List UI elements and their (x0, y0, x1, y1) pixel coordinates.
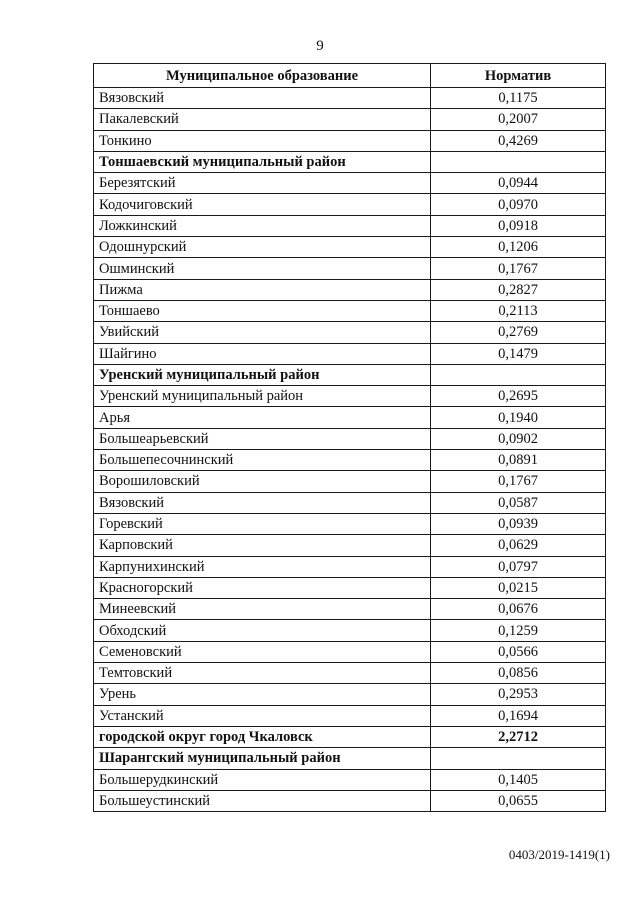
norm-value-cell: 0,2953 (431, 684, 606, 705)
table-row (94, 407, 606, 428)
municipality-name-cell: Большеарьевский (94, 428, 431, 449)
norm-value-cell: 0,1479 (431, 343, 606, 364)
municipality-name-cell: Березятский (94, 173, 431, 194)
norm-value-cell: 0,0797 (431, 556, 606, 577)
municipality-name-cell: городской округ город Чкаловск (94, 726, 431, 747)
municipality-name-cell: Ворошиловский (94, 471, 431, 492)
table-row (94, 343, 606, 364)
table-row (94, 641, 606, 662)
table-row-district (94, 364, 606, 385)
norms-table (93, 63, 606, 812)
norm-value-cell (431, 151, 606, 172)
municipality-name-cell: Тоншаево (94, 300, 431, 321)
table-row (94, 130, 606, 151)
municipality-name-cell: Устанский (94, 705, 431, 726)
municipality-name-cell: Темтовский (94, 663, 431, 684)
table-row (94, 790, 606, 811)
municipality-name-cell: Семеновский (94, 641, 431, 662)
municipality-name-cell: Урень (94, 684, 431, 705)
municipality-name-cell: Красногорский (94, 577, 431, 598)
norm-value-cell: 0,1767 (431, 471, 606, 492)
table-row (94, 471, 606, 492)
municipality-name-cell: Вязовский (94, 492, 431, 513)
norm-value-cell: 0,0566 (431, 641, 606, 662)
norm-value-cell (431, 748, 606, 769)
table-row (94, 450, 606, 471)
table-row (94, 684, 606, 705)
table-row (94, 279, 606, 300)
municipality-name-cell: Уренский муниципальный район (94, 364, 431, 385)
norm-value-cell: 0,1259 (431, 620, 606, 641)
norm-value-cell: 0,0891 (431, 450, 606, 471)
table-row (94, 705, 606, 726)
table-row (94, 194, 606, 215)
norm-value-cell: 0,0902 (431, 428, 606, 449)
norm-value-cell: 0,0939 (431, 513, 606, 534)
norm-value-cell: 0,0944 (431, 173, 606, 194)
municipality-name-cell: Ошминский (94, 258, 431, 279)
municipality-name-cell: Шарангский муниципальный район (94, 748, 431, 769)
norm-value-cell: 0,1175 (431, 88, 606, 109)
norm-value-cell: 0,0856 (431, 663, 606, 684)
municipality-name-cell: Тонкино (94, 130, 431, 151)
column-header-municipality: Муниципальное образование (94, 64, 431, 88)
norm-value-cell: 0,0676 (431, 599, 606, 620)
table-row-district (94, 151, 606, 172)
table-row (94, 577, 606, 598)
municipality-name-cell: Пакалевский (94, 109, 431, 130)
table-row-district (94, 726, 606, 747)
norm-value-cell: 0,0655 (431, 790, 606, 811)
page-number: 9 (316, 38, 324, 54)
norm-value-cell: 0,1694 (431, 705, 606, 726)
norm-value-cell: 0,4269 (431, 130, 606, 151)
table-row (94, 215, 606, 236)
municipality-name-cell: Тоншаевский муниципальный район (94, 151, 431, 172)
norm-value-cell: 0,0918 (431, 215, 606, 236)
norm-value-cell: 0,0215 (431, 577, 606, 598)
table-row (94, 599, 606, 620)
municipality-name-cell: Увийский (94, 322, 431, 343)
table-row (94, 663, 606, 684)
municipality-name-cell: Карповский (94, 535, 431, 556)
norm-value-cell: 0,1405 (431, 769, 606, 790)
municipality-name-cell: Уренский муниципальный район (94, 386, 431, 407)
table-row (94, 258, 606, 279)
norm-value-cell: 0,2769 (431, 322, 606, 343)
norm-value-cell: 0,0587 (431, 492, 606, 513)
table-row (94, 386, 606, 407)
municipality-name-cell: Одошнурский (94, 237, 431, 258)
table-row (94, 109, 606, 130)
table-row (94, 428, 606, 449)
municipality-name-cell: Обходский (94, 620, 431, 641)
norm-value-cell: 0,0629 (431, 535, 606, 556)
table-row (94, 492, 606, 513)
municipality-name-cell: Арья (94, 407, 431, 428)
norm-value-cell (431, 364, 606, 385)
table-row (94, 300, 606, 321)
table-body (94, 88, 606, 812)
norm-value-cell: 0,0970 (431, 194, 606, 215)
table-row (94, 513, 606, 534)
norm-value-cell: 0,2695 (431, 386, 606, 407)
municipality-name-cell: Большеустинский (94, 790, 431, 811)
table-row (94, 173, 606, 194)
column-header-norm: Норматив (431, 64, 606, 88)
norm-value-cell: 0,1767 (431, 258, 606, 279)
table-row-district (94, 748, 606, 769)
municipality-name-cell: Большерудкинский (94, 769, 431, 790)
municipality-name-cell: Карпунихинский (94, 556, 431, 577)
table-header-row (94, 64, 606, 88)
norm-value-cell: 2,2712 (431, 726, 606, 747)
municipality-name-cell: Пижма (94, 279, 431, 300)
norm-value-cell: 0,2007 (431, 109, 606, 130)
municipality-name-cell: Шайгино (94, 343, 431, 364)
table-row (94, 237, 606, 258)
norm-value-cell: 0,1206 (431, 237, 606, 258)
table-row (94, 535, 606, 556)
table-row (94, 620, 606, 641)
table-row (94, 88, 606, 109)
municipality-name-cell: Кодочиговский (94, 194, 431, 215)
municipality-name-cell: Вязовский (94, 88, 431, 109)
norm-value-cell: 0,2113 (431, 300, 606, 321)
table-row (94, 556, 606, 577)
table-row (94, 322, 606, 343)
municipality-name-cell: Горевский (94, 513, 431, 534)
municipality-name-cell: Большепесочнинский (94, 450, 431, 471)
document-code: 0403/2019-1419(1) (508, 847, 610, 862)
norm-value-cell: 0,2827 (431, 279, 606, 300)
municipality-name-cell: Ложкинский (94, 215, 431, 236)
table-row (94, 769, 606, 790)
norm-value-cell: 0,1940 (431, 407, 606, 428)
municipality-name-cell: Минеевский (94, 599, 431, 620)
